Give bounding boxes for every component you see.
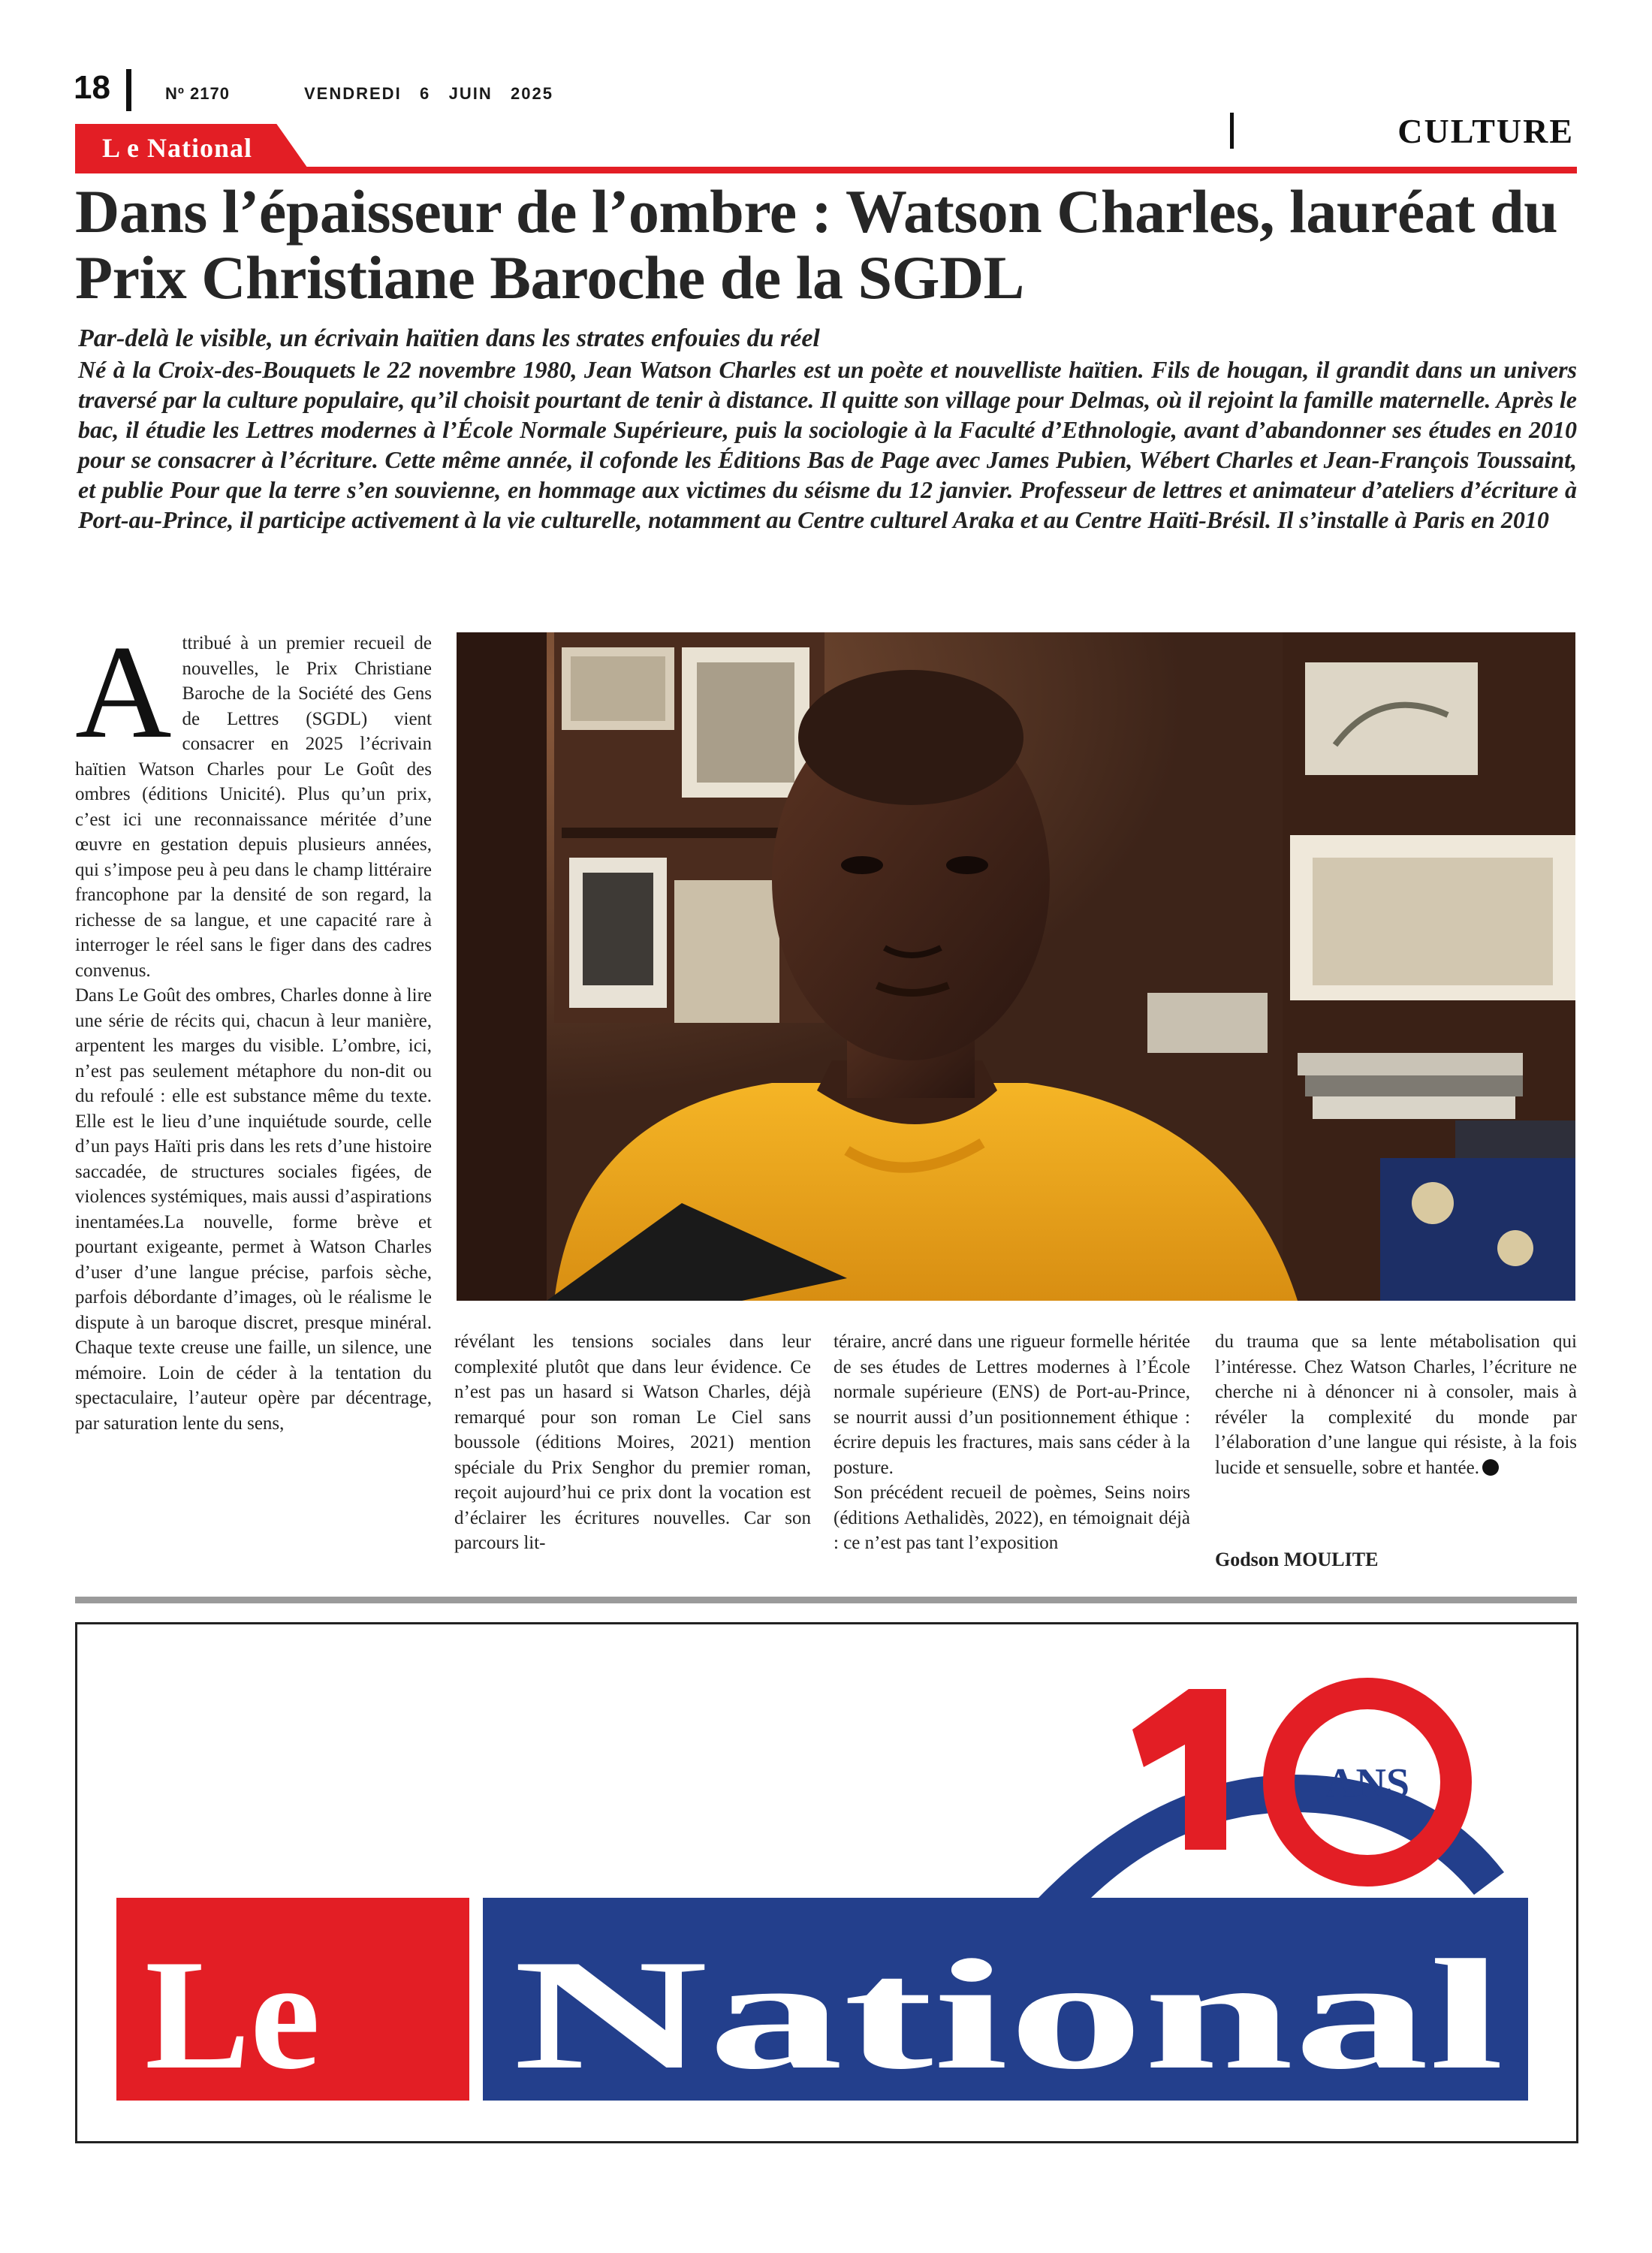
- author-photo: [457, 632, 1575, 1301]
- national-label: National: [513, 1928, 1504, 2102]
- le-national-anniversary-logo: [77, 1624, 1576, 2141]
- le-national-10-ans-ad: [75, 1622, 1578, 2143]
- section-divider: [1230, 113, 1234, 149]
- column-4-text: du trauma que sa lente métabolisation qui l’intéresse. Chez Watson Charles, l’écriture ne cherche ni à dénoncer ni à consoler, mais à révéler la complexité du monde par l’élaboration d’une langue qui résiste, à la fois lucide et sensuelle, sobre et hantée.: [1215, 1332, 1577, 1478]
- article-byline: Godson MOULITE: [1215, 1549, 1379, 1570]
- page-number-divider: [126, 69, 131, 111]
- article-column-3: [834, 1329, 1190, 1556]
- article-headline: Dans l’épaisseur de l’ombre : Watson Charles, lauréat du Prix Christiane Baroche de la SGDL: [75, 177, 1558, 312]
- column-1-paragraph-1: ttribué à un premier recueil de nouvelles, le Prix Christiane Baroche de la Société des Gens de Lettres (SGDL) vient consacrer en 2025 l’écrivain haïtien Watson Charles pour Le Goût des ombres (éditions Unicité). Plus qu’un prix, c’est ici une reconnaissance méritée d’une œuvre en gestation depuis plusieurs années, qui s’impose peu à peu dans le champ littéraire francophone par la densité de son regard, la richesse de sa langue, et une capacité rare à interroger le réel sans le figer dans des cadres convenus.: [75, 633, 432, 981]
- drop-cap: A: [75, 617, 172, 766]
- column-1-paragraph-2: Dans Le Goût des ombres, Charles donne à lire une série de récits qui, chacun à leur manière, arpentent les marges du visible. L’ombre, ici, n’est pas seulement métaphore du non-dit ou du refoulé : elle est substance même du texte. Elle est le lieu d’une inquiétude sourde, celle d’un pays Haïti pris dans les rets d’une histoire saccadée, de structures sociales figées, de violences systémiques, mais aussi d’aspirations inentamées.La nouvelle, forme brève et pourtant exigeante, permet à Watson Charles d’user d’une langue précise, parfois sèche, parfois débordante d’images, où le réalisme le dispute à un baroque discret, presque minéral. Chaque texte creuse une faille, un silence, une mémoire. Loin de céder à la tentation du spectaculaire, l’auteur opère par décentrage, par saturation lente du sens,: [75, 985, 432, 1434]
- le-label: Le: [145, 1928, 321, 2102]
- issue-date: VENDREDI 6 JUIN 2025: [304, 84, 553, 103]
- article-end-icon: [1482, 1459, 1499, 1476]
- column-4-paragraph: [1215, 1329, 1577, 1480]
- article-column-1: [75, 617, 432, 1436]
- page-number: 18: [74, 69, 110, 106]
- section-title: CULTURE: [1397, 112, 1574, 150]
- bottom-grey-rule: [75, 1597, 1577, 1603]
- column-2-text: révélant les tensions sociales dans leur complexité plutôt que dans leur évidence. Ce n’est pas un hasard si Watson Charles, déjà remarqué pour son roman Le Ciel sans boussole (éditions Moires, 2021) mention spéciale du Prix Senghor du premier roman, reçoit aujourd’hui ce prix dont la vocation est d’éclairer les écritures nouvelles. Car son parcours lit-: [454, 1332, 811, 1553]
- issue-number: Nº 2170: [165, 84, 230, 103]
- article-column-2: [454, 1329, 811, 1556]
- article-lead: Né à la Croix-des-Bouquets le 22 novembre 1980, Jean Watson Charles est un poète et nouvelliste haïtien. Fils de hougan, il grandit dans un univers traversé par la culture populaire, qu’il choisit pourtant de tenir à distance. Il quitte son village pour Delmas, où il rejoint la famille maternelle. Après le bac, il étudie les Lettres modernes à l’École Normale Supérieure, puis la sociologie à la Faculté d’Ethnologie, avant d’abandonner ses études en 2010 pour se consacrer à l’écriture. Cette même année, il cofonde les Éditions Bas de Page avec James Pubien, Wébert Charles et Jean-François Toussaint, et publie Pour que la terre s’en souvienne, en hommage aux victimes du séisme du 12 janvier. Professeur de lettres et animateur d’ateliers d’écriture à Port-au-Prince, il participe activement à la vie culturelle, notamment au Centre culturel Araka et au Centre Haïti-Brésil. Il s’installe à Paris en 2010: [78, 356, 1577, 533]
- article-subtitle: Par-delà le visible, un écrivain haïtien dans les strates enfouies du réel: [78, 324, 820, 352]
- masthead-tab-label: L e National: [102, 133, 253, 163]
- ans-label: ANS: [1325, 1760, 1410, 1807]
- author-portrait-image: [457, 632, 1575, 1301]
- article-column-4: [1215, 1329, 1577, 1480]
- column-3-paragraph-2: Son précédent recueil de poèmes, Seins noirs (éditions Aethalidès, 2022), en témoignait déjà : ce n’est pas tant l’exposition: [834, 1482, 1190, 1553]
- column-3-paragraph-1: téraire, ancré dans une rigueur formelle héritée de ses études de Lettres modernes à l’École normale supérieure (ENS) de Port-au-Prince, se nourrit aussi d’un positionnement éthique : écrire depuis les fractures, mais sans céder à la posture.: [834, 1332, 1190, 1478]
